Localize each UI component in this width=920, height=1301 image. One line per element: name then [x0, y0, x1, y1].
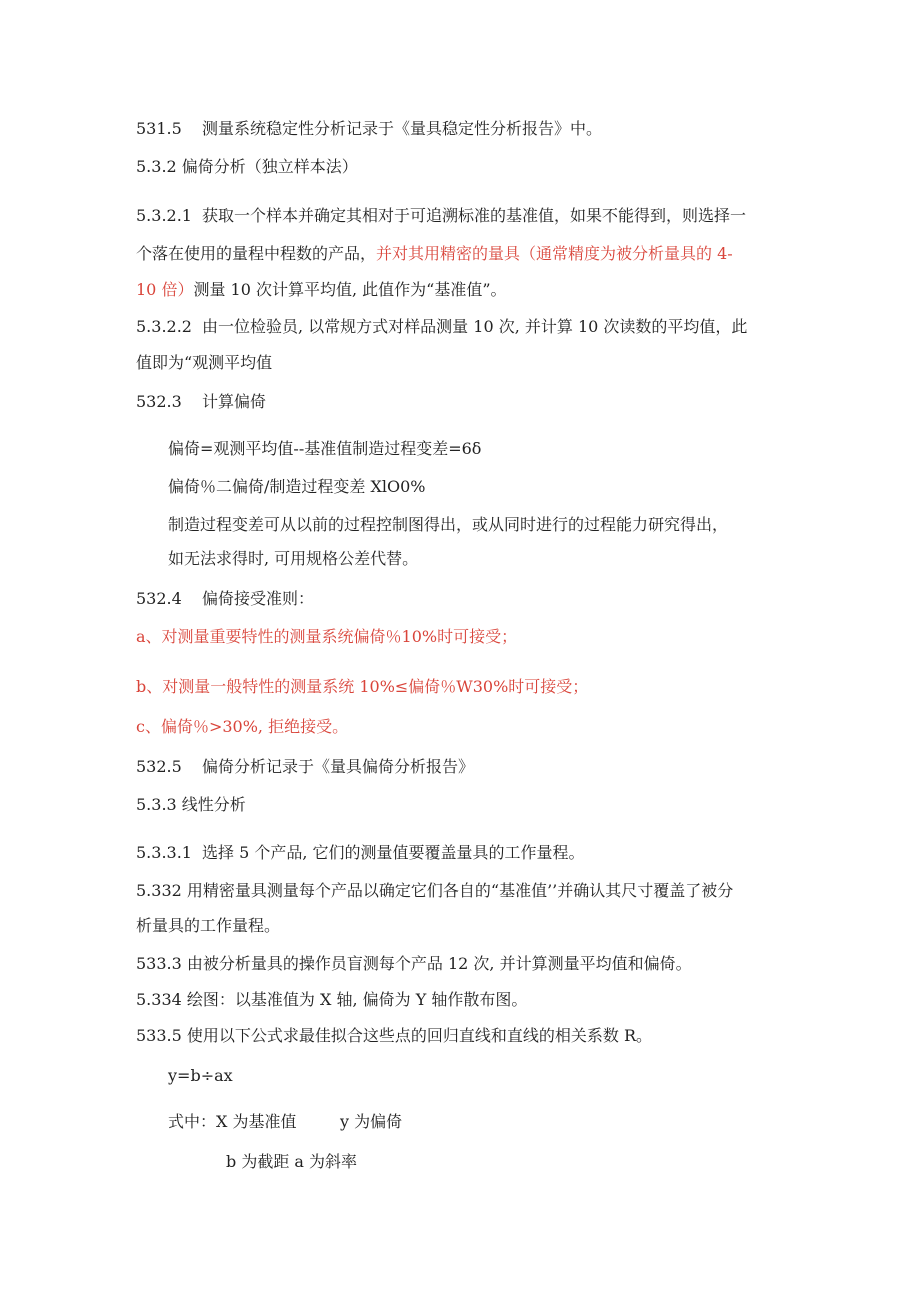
criterion-b: b、对测量一般特性的测量系统 10%≤偏倚％W30%时可接受；	[136, 677, 589, 696]
formula-legend-ab: b 为截距 a 为斜率	[226, 1152, 358, 1171]
highlight-text: 并对其用精密的量具（通常精度为被分析量具的 4-	[376, 244, 733, 263]
section-533-3: 533.3 由被分析量具的操作员盲测每个产品 12 次, 并计算测量平均值和偏倚。	[136, 954, 692, 973]
section-532-5: 532.5 偏倚分析记录于《量具偏倚分析报告》	[136, 757, 475, 776]
section-531-5: 531.5 测量系统稳定性分析记录于《量具稳定性分析报告》中。	[136, 119, 603, 138]
section-5-3-3-1: 5.3.3.1 选择 5 个产品, 它们的测量值要覆盖量具的工作量程。	[136, 843, 585, 862]
section-5-334: 5.334 绘图：以基准值为 X 轴, 偏倚为 Y 轴作散布图。	[136, 990, 528, 1009]
section-533-5: 533.5 使用以下公式求最佳拟合这些点的回归直线和直线的相关系数 R。	[136, 1026, 653, 1045]
criterion-c: c、偏倚％>30%, 拒绝接受。	[136, 717, 349, 736]
section-5-3-2-1-line3: 10 倍）测量 10 次计算平均值, 此值作为“基准值”。	[136, 280, 507, 299]
heading-bias-analysis: 5.3.2 偏倚分析（独立样本法）	[136, 157, 358, 176]
formula-legend-xy: 式中：X 为基准值 y 为偏倚	[168, 1112, 403, 1131]
section-5-332-line2: 析量具的工作量程。	[136, 916, 281, 935]
highlight-text: 10 倍）	[136, 280, 194, 299]
section-532-4: 532.4 偏倚接受准则：	[136, 589, 315, 608]
section-532-3: 532.3 计算偏倚	[136, 392, 267, 411]
formula-bias-percent: 偏倚％二偏倚/制造过程变差 XlO0%	[168, 477, 426, 496]
section-5-3-2-2-line2: 值即为“观测平均值	[136, 353, 273, 372]
section-5-3-2-1: 5.3.2.1 获取一个样本并确定其相对于可追溯标准的基准值，如果不能得到，则选择一	[136, 206, 747, 225]
section-5-3-2-2: 5.3.2.2 由一位检验员, 以常规方式对样品测量 10 次, 并计算 10 次读数的平均值，此	[136, 317, 748, 336]
heading-linearity-analysis: 5.3.3 线性分析	[136, 795, 246, 814]
criterion-a: a、对测量重要特性的测量系统偏倚％10%时可接受；	[136, 627, 518, 646]
process-variation-note: 制造过程变差可从以前的过程控制图得出，或从同时进行的过程能力研究得出，	[168, 515, 729, 534]
section-5-332: 5.332 用精密量具测量每个产品以确定它们各自的“基准值’’并确认其尺寸覆盖了被分	[136, 881, 734, 900]
formula-bias: 偏倚=观测平均值--基准值制造过程变差=6δ	[168, 439, 482, 458]
regression-formula: y=b÷ax	[168, 1066, 233, 1085]
process-variation-note-line2: 如无法求得时, 可用规格公差代替。	[168, 549, 419, 568]
section-5-3-2-1-line2: 个落在使用的量程中程数的产品，并对其用精密的量具（通常精度为被分析量具的 4-	[136, 244, 733, 263]
